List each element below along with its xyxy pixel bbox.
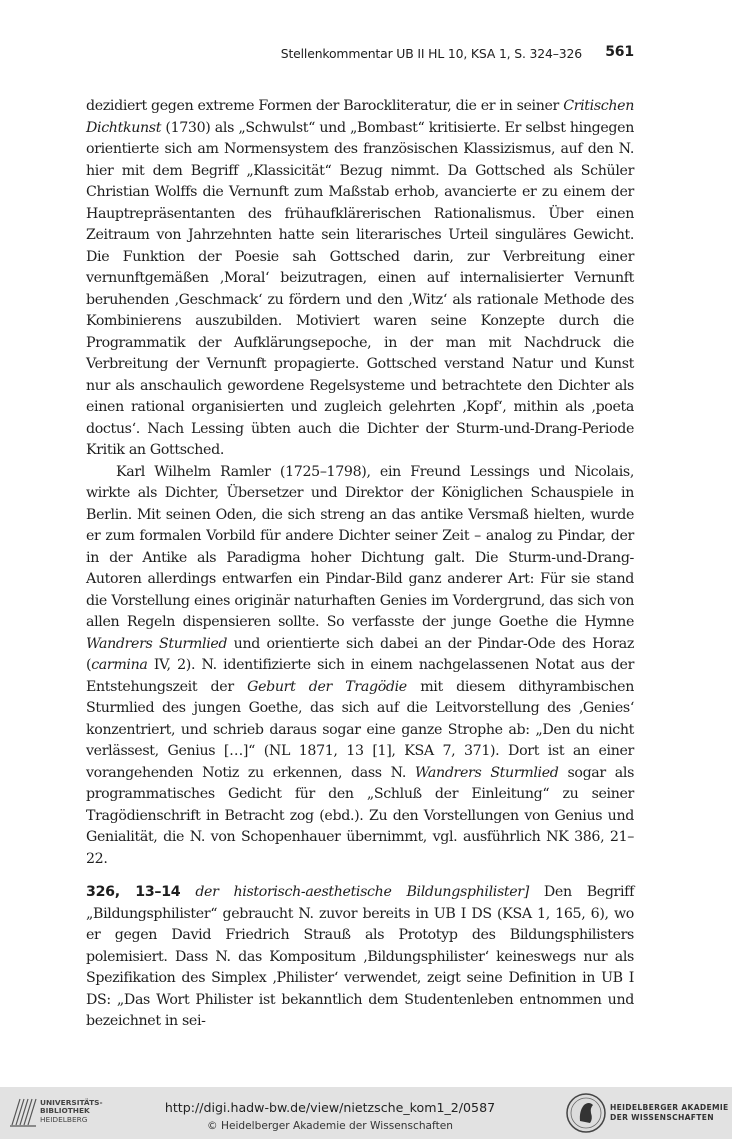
ub-line: UNIVERSITÄTS- [40, 1098, 103, 1107]
italic-title: Geburt der Tragödie [247, 678, 407, 695]
academy-line: DER WISSENSCHAFTEN [610, 1112, 714, 1122]
text-span: und orientierte sich dabei an der Pindar-Ode des Horaz ( [86, 635, 634, 673]
paragraph-gottsched [86, 96, 634, 462]
source-url-link[interactable]: http://digi.hadw-bw.de/view/nietzsche_kom1_2/0587 [164, 1100, 496, 1115]
ub-line: HEIDELBERG [40, 1114, 88, 1124]
page-number: 561 [605, 44, 634, 60]
text-span: Den Begriff „Bildungsphilister“ gebraucht N. zuvor bereits in UB I DS (KSA 1, 165, 6), wo er gegen David Friedrich Strauß als Prototyp des Bildungsphilisters polemisiert. Dass N. das Kompositum ‚Bildungsphilister‘ keineswegs nur als Spezifikation des Simplex ‚Philister‘ verwendet, zeigt seine Definition in UB I DS: „Das Wort Philister ist bekanntlich dem Studentenleben entnommen und bezeichnet in sei- [86, 884, 634, 1029]
text-span: dezidiert gegen extreme Formen der Barockliteratur, die er in seiner [86, 98, 564, 114]
academy-seal-icon [566, 1091, 606, 1135]
text-span: (1730) als „Schwulst“ und „Bombast“ kritisierte. Er selbst hingegen orientierte sich am Normensystem des französischen Klassizismus, auf den N. hier mit dem Begriff „Klassicität“ Bezug nimmt. Da Gottsched als Schüler Christian Wolffs die Vernunft zum Maßstab erhob, avancierte er zu einem der Hauptrepräsentanten des frühaufklärerischen Rationalismus. Über einen Zeitraum von Jahrzehnten hatte sein literarisches Urteil singuläres Gewicht. Die Funktion der Poesie sah Gottsched darin, zur Verbreitung einer vernunftgemäßen ‚Moral‘ beizutragen, einen auf internalisierter Vernunft beruhenden ‚Geschmack‘ zu fördern und den ‚Witz‘ als rationale Methode des Kombinierens auszubilden. Motiviert waren seine Konzepte durch die Programmatik der Aufklärungsepoche, in der man mit Nachdruck die Verbreitung der Vernunft propagierte. Gottsched verstand Natur und Kunst nur als anschaulich gewordene Regelsysteme und betrachtete den Dichter als einen rational organisierten und zugleich gelehrten ‚Kopf‘, mithin als ‚poeta doctus‘. Nach Lessing übten auch die Dichter der Sturm-und-Drang-Periode Kritik an Gottsched. [86, 119, 634, 458]
commentary-text [86, 96, 634, 1033]
academy-line: HEIDELBERGER AKADEMIE [610, 1103, 729, 1112]
note-lemma: der historisch-aesthetische Bildungsphilister] [195, 884, 529, 900]
italic-title: Wandrers Sturmlied [86, 635, 228, 652]
text-span: mit diesem dithyrambischen Sturmlied des jungen Goethe, das sich auf die Leitvorstellung des ‚Genies‘ konzentriert, und schrieb daraus sogar eine ganze Strophe ab: „Den du nicht verlässest, Genius […]“ (NL 1871, 13 [1], KSA 7, 371). Dort ist an einer vorangehenden Notiz zu erkennen, dass N. [86, 678, 634, 781]
italic-title: Critischen Dichtkunst [86, 98, 634, 136]
commentary-note [86, 882, 634, 1033]
academy-label [610, 1103, 728, 1122]
ub-line: BIBLIOTHEK [40, 1106, 90, 1116]
running-header [86, 44, 634, 64]
paragraph-ramler [86, 462, 634, 871]
italic-title: Wandrers Sturmlied [414, 764, 559, 781]
running-title: Stellenkommentar UB II HL 10, KSA 1, S. 324–326 [280, 46, 582, 61]
digitization-footer [0, 1087, 732, 1139]
note-reference: 326, 13–14 [86, 884, 181, 900]
text-span: sogar als programmatisches Gedicht für den „Schluß der Einleitung“ zu seiner Tragödienschrift in Betracht zog (ebd.). Zu den Vorstellungen von Genius und Genialität, die N. von Schopenhauer übernimmt, vgl. ausführlich NK 386, 21–22. [86, 764, 634, 867]
text-span: IV, 2). N. identifizierte sich in einem nachgelassenen Notat aus der Entstehungszeit der [86, 657, 634, 695]
copyright-notice: © Heidelberger Akademie der Wissenschaften [207, 1120, 453, 1132]
text-span: Karl Wilhelm Ramler (1725–1798), ein Freund Lessings und Nicolais, wirkte als Dichter, Übersetzer und Direktor der Königlichen Schauspiele in Berlin. Mit seinen Oden, die sich streng an das antike Versmaß hielten, wurde er zum formalen Vorbild für andere Dichter seiner Zeit – analog zu Pindar, der in der Antike als Paradigma hoher Dichtung galt. Die Sturm-und-Drang-Autoren allerdings entwarfen ein Pindar-Bild ganz anderer Art: Für sie stand die Vorstellung eines originär naturhaften Genies im Vordergrund, das sich von allen Regeln dispensieren sollte. So verfasste der junge Goethe die Hymne [86, 463, 634, 630]
italic-title: carmina [91, 657, 148, 673]
